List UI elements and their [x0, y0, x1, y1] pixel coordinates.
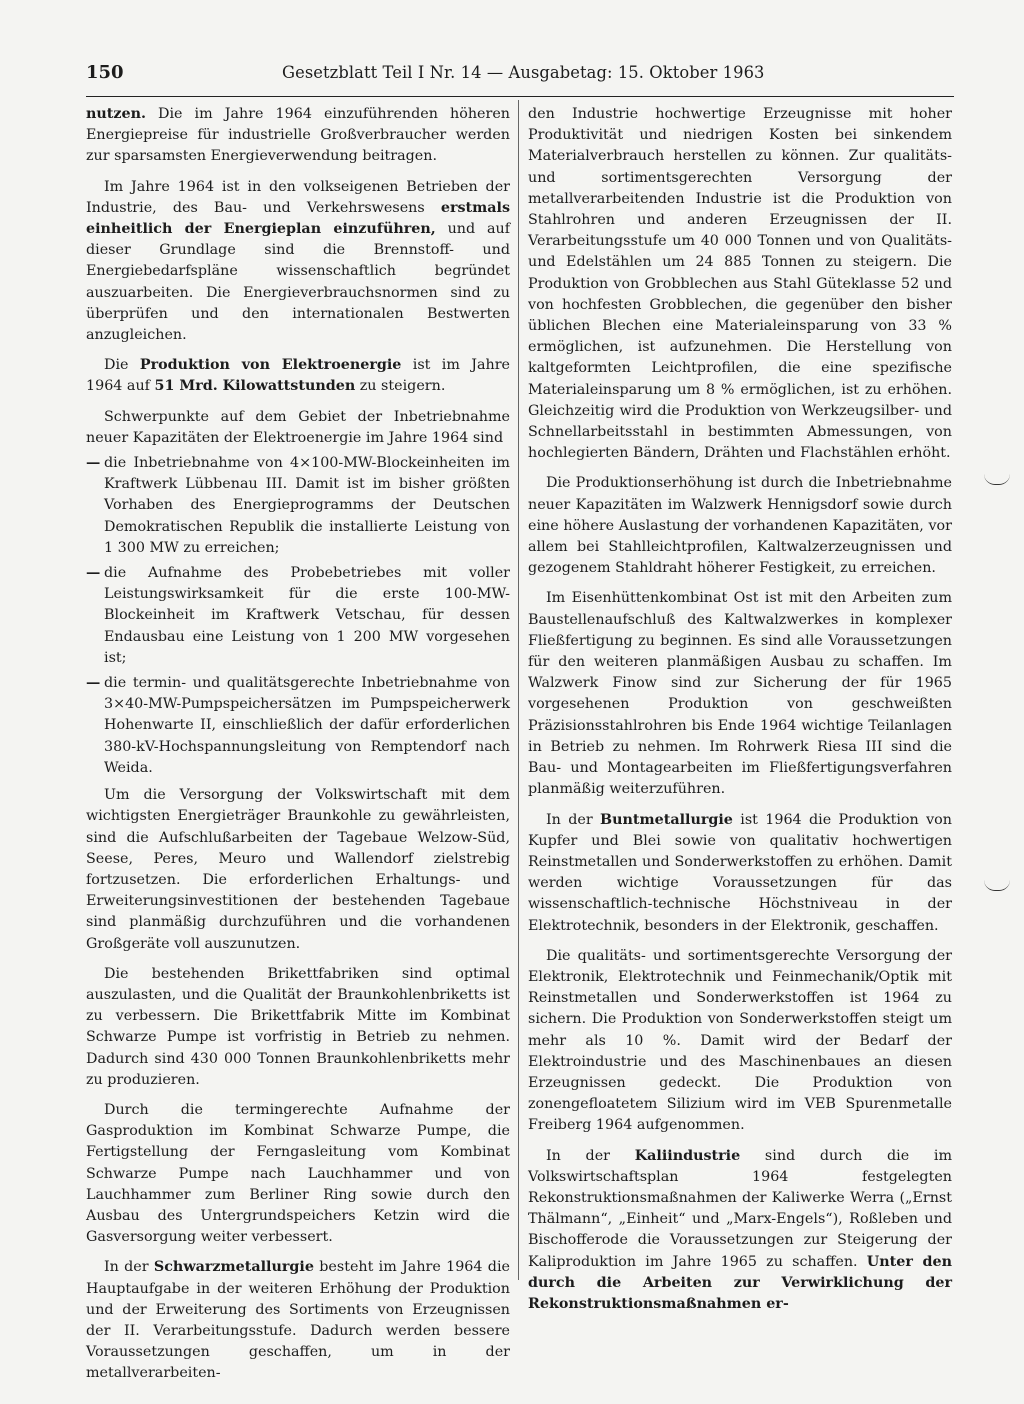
- paragraph: In der Buntmetallurgie ist 1964 die Produktion von Kupfer und Blei sowie von qualitativ hochwertigen Reinstmetallen und Sonderwerkstoffen zu erhöhen. Damit werden wichtige Voraussetzungen für das wissenschaftlich-technische Höchstniveau in der Elektrotechnik, besonders in der Elektronik, geschaffen.: [528, 811, 952, 934]
- paragraph: In der Schwarzmetallurgie besteht im Jahre 1964 die Hauptaufgabe in der weiteren Erhöhung der Produktion und der Erweiterung des Sortiments von Erzeugnissen der II. Verarbeitungsstufe. Dadurch werden bessere Voraussetzungen geschaffen, um in der metallverarbeiten-: [86, 1259, 510, 1382]
- paragraph: den Industrie hochwertige Erzeugnisse mit hoher Produktivität und niedrigen Kosten bei sinkendem Materialverbrauch herstellen zu können. Zur qualitäts- und sortimentsgerechten Versorgung der metallverarbeitenden Industrie ist die Produktion von Stahlrohren und anderen Erzeugnissen der II. Verarbeitungsstufe um 40 000 Tonnen und von Qualitäts- und Edelstählen um 24 885 Tonnen zu steigern. Die Produktion von Grobblechen aus Stahl Güteklasse 52 und von hochfesten Grobblechen, die gegenüber den bisher üblichen Blechen eine Materialeinsparung von 33 % ermöglichen, ist aufzunehmen. Die Herstellung von kaltgeformten Leichtprofilen, die eine spezifische Materialeinsparung um 8 % ermöglichen, ist zu erhöhen. Gleichzeitig wird die Produktion von Werkzeugsilber- und Schnellarbeitsstahl in bestimmten Abmessungen, von hochlegierten Bändern, Drähten und Flachstählen erhöht.: [528, 106, 952, 462]
- paragraph: Die Produktion von Elektroenergie ist im Jahre 1964 auf 51 Mrd. Kilowattstunden zu steigern.: [86, 357, 511, 395]
- list-item: — die Aufnahme des Probebetriebes mit voller Leistungswirksamkeit für die erste 100-MW-Blockeinheit im Kraftwerk Vetschau, für dessen Endausbau eine Leistung von 1 200 MW vorgesehen ist;: [86, 565, 510, 666]
- paragraph: Die Produktionserhöhung ist durch die Inbetriebnahme neuer Kapazitäten im Walzwerk Hennigsdorf sowie durch eine höhere Auslastung der vorhandenen Kapazitäten, vor allem bei Stahlleichtprofilen, Kaltwalzerzeugnissen und gezogenem Stahldraht höherer Festigkeit, zu erreichen.: [528, 475, 952, 577]
- column-divider: [518, 100, 519, 1280]
- list-item: — die Inbetriebnahme von 4×100-MW-Blockeinheiten im Kraftwerk Lübbenau III. Damit ist im bisher größten Vorhaben des Energieprogramms der Deutschen Demokratischen Republik die installierte Leistung von 1 300 MW zu erreichen;: [86, 455, 510, 556]
- paragraph: Um die Versorgung der Volkswirtschaft mit dem wichtigsten Energieträger Braunkohle zu gewährleisten, sind die Aufschlußarbeiten der Tagebaue Welzow-Süd, Seese, Peres, Meuro und Wallendorf zielstrebig fortzusetzen. Die erforderlichen Erhaltungs- und Erweiterungsinvestitionen der bestehenden Tagebaue sind planmäßig durchzuführen und die vorhandenen Großgeräte voll auszunutzen.: [86, 787, 510, 952]
- paragraph: Im Jahre 1964 ist in den volkseigenen Betrieben der Industrie, des Bau- und Verkehrswesens erstmals einheitlich der Energieplan einzuführen, und auf dieser Grundlage sind die Brennstoff- und Energiebedarfspläne wissenschaftlich begründet auszuarbeiten. Die Energieverbrauchsnormen sind zu überprüfen und den internationalen Bestwerten anzugleichen.: [86, 178, 511, 344]
- paragraph: Schwerpunkte auf dem Gebiet der Inbetriebnahme neuer Kapazitäten der Elektroenergie im Jahre 1964 sind: [86, 408, 510, 446]
- paragraph: Die qualitäts- und sortimentsgerechte Versorgung der Elektronik, Elektrotechnik und Feinmechanik/Optik mit Reinstmetallen und Sonderwerkstoffen ist 1964 zu sichern. Die Produktion von Sonderwerkstoffen steigt um mehr als 10 %. Damit wird der Bedarf der Elektroindustrie und des Maschinenbaues an diesen Erzeugnissen gedeckt. Die Produktion von zonengefloatetem Silizium wird im VEB Spurenmetalle Freiberg 1964 aufgenommen.: [528, 947, 952, 1134]
- page-header: [86, 62, 954, 94]
- right-column: [528, 104, 952, 1324]
- paragraph: Die bestehenden Brikettfabriken sind optimal auszulasten, und die Qualität der Braunkohlenbriketts ist zu verbessern. Die Brikettfabrik Mitte im Kombinat Schwarze Pumpe ist vorfristig in Betrieb zu nehmen. Dadurch sind 430 000 Tonnen Braunkohlenbriketts mehr zu produzieren.: [86, 965, 510, 1088]
- gazette-title: Gesetzblatt Teil I Nr. 14 — Ausgabetag: 15. Oktober 1963: [282, 63, 765, 82]
- page-number: 150: [86, 62, 124, 83]
- paragraph: Durch die termingerechte Aufnahme der Gasproduktion im Kombinat Schwarze Pumpe, die Fertigstellung der Ferngasleitung vom Kombinat Schwarze Pumpe nach Lauchhammer und von Lauchhammer zum Berliner Ring sowie durch den Ausbau des Untergrundspeichers Ketzin wird die Gasversorgung weiter verbessert.: [86, 1101, 510, 1246]
- dash-bullet: —: [86, 675, 101, 692]
- paragraph: Im Eisenhüttenkombinat Ost ist mit den Arbeiten zum Baustellenaufschluß des Kaltwalzwerkes in komplexer Fließfertigung zu beginnen. Es sind alle Voraussetzungen für den weiteren planmäßigen Ausbau zu schaffen. Im Walzwerk Finow sind zur Sicherung der für 1965 vorgesehenen Produktion von geschweißten Präzisionsstahlrohren bis Ende 1964 wichtige Teilanlagen in Betrieb zu nehmen. Im Rohrwerk Riesa III sind die Bau- und Montagearbeiten im Fließfertigungsverfahren planmäßig weiterzuführen.: [528, 590, 952, 798]
- list-item: — die termin- und qualitätsgerechte Inbetriebnahme von 3×40-MW-Pumpspeichersätzen im Pumpspeicherwerk Hohenwarte II, einschließlich der dafür erforderlichen 380-kV-Hochspannungsleitung von Remptendorf nach Weida.: [86, 675, 510, 776]
- paragraph: nutzen. Die im Jahre 1964 einzuführenden höheren Energiepreise für industrielle Großverbraucher werden zur sparsamsten Energieverwendung beitragen.: [86, 106, 510, 165]
- margin-annotation-mark: [984, 474, 1010, 485]
- paragraph: In der Kaliindustrie sind durch die im Volkswirtschaftsplan 1964 festgelegten Rekonstruktionsmaßnahmen der Kaliwerke Werra („Ernst Thälmann“, „Einheit“ und „Marx-Engels“), Roßleben und Bischofferode die Voraussetzungen zur Steigerung der Kaliproduktion im Jahre 1965 zu schaffen. Unter den durch die Arbeiten zur Verwirklichung der Rekonstruktionsmaßnahmen er-: [528, 1147, 952, 1312]
- left-column: [86, 104, 510, 1394]
- margin-annotation-mark: [984, 880, 1010, 891]
- header-rule: [86, 96, 954, 97]
- dash-bullet: —: [86, 565, 101, 582]
- dash-bullet: —: [86, 455, 101, 472]
- dash-list: [86, 453, 510, 779]
